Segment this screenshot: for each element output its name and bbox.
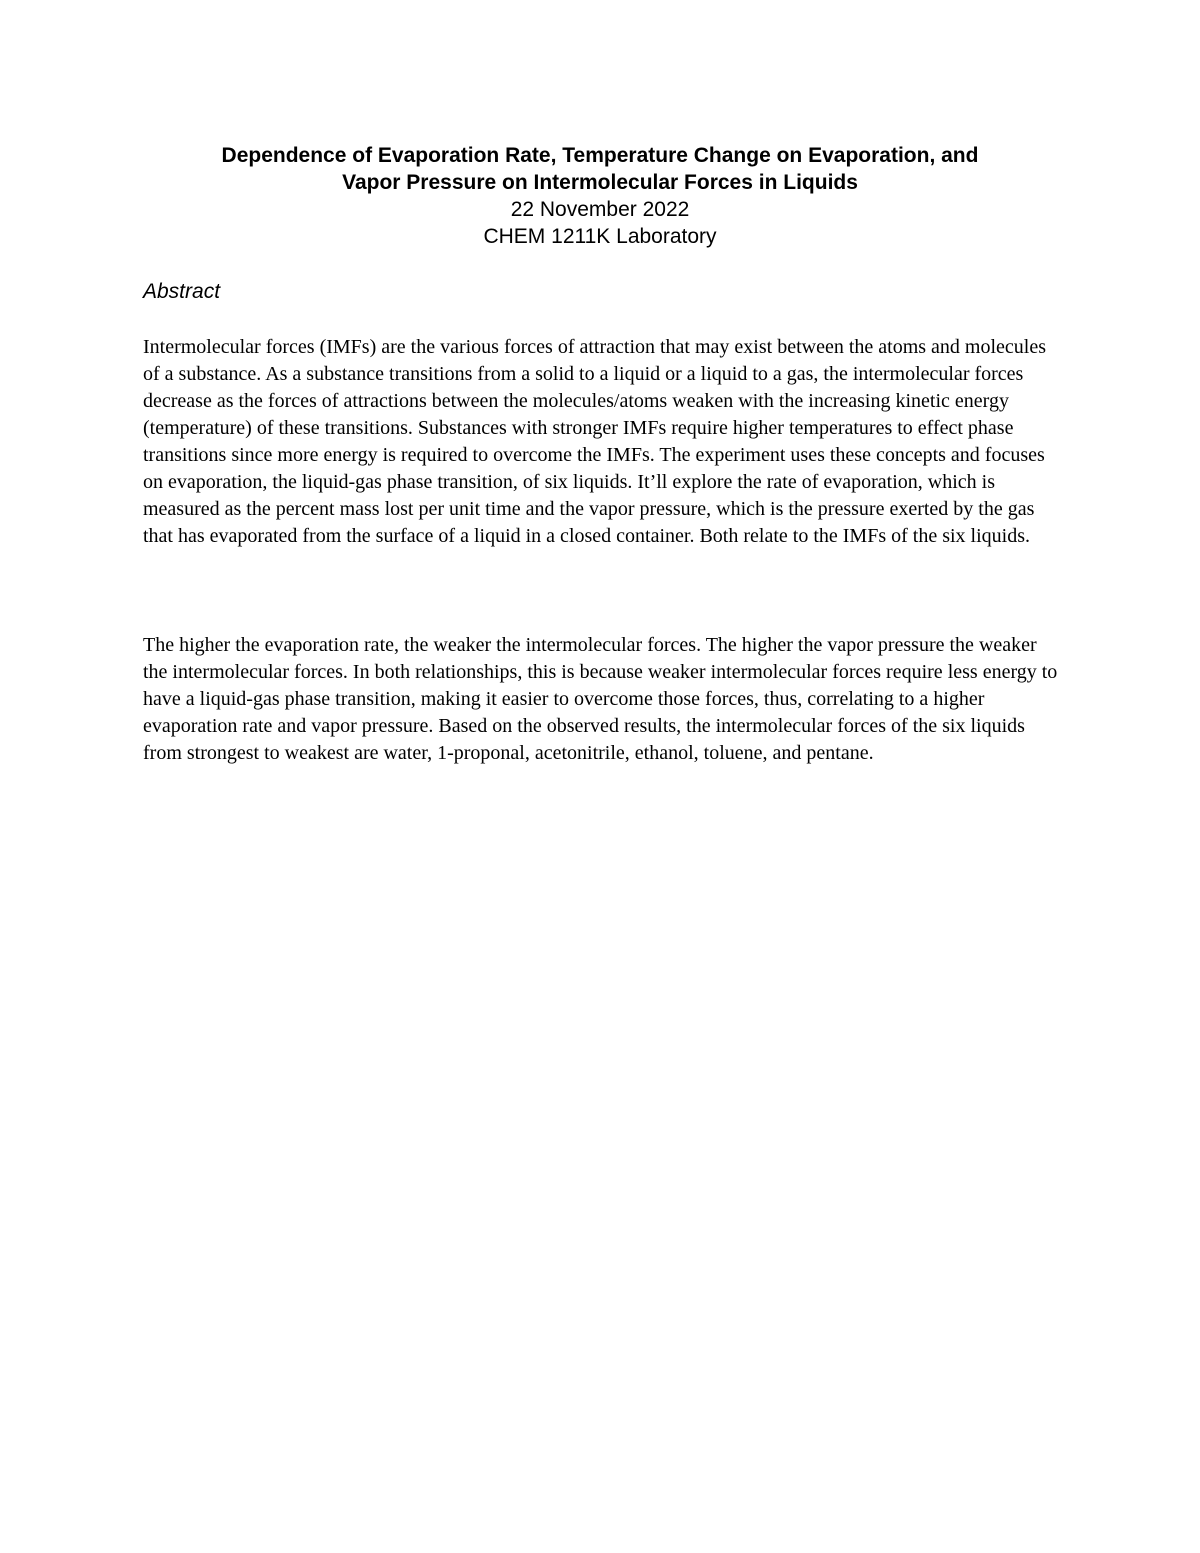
abstract-paragraph-1: Intermolecular forces (IMFs) are the various forces of attraction that may exist between the atoms and molecules of a substance. As a substance transitions from a solid to a liquid or a liquid to a gas, the intermolecular forces decrease as the forces of attractions between the molecules/atoms weaken with the increasing kinetic energy (temperature) of these transitions. Substances with stronger IMFs require higher temperatures to effect phase transitions since more energy is required to overcome the IMFs. The experiment uses these concepts and focuses on evaporation, the liquid-gas phase transition, of six liquids. It’ll explore the rate of evaporation, which is measured as the percent mass lost per unit time and the vapor pressure, which is the pressure exerted by the gas that has evaporated from the surface of a liquid in a closed container. Both relate to the IMFs of the six liquids. bbox=[143, 336, 1046, 547]
title-line-2: Vapor Pressure on Intermolecular Forces in Liquids bbox=[342, 171, 858, 194]
course-name: CHEM 1211K Laboratory bbox=[483, 225, 717, 248]
abstract-heading: Abstract bbox=[143, 280, 221, 303]
abstract-paragraph-2: The higher the evaporation rate, the weaker the intermolecular forces. The higher the vapor pressure the weaker the intermolecular forces. In both relationships, this is because weaker intermolecular forces require less energy to have a liquid-gas phase transition, making it easier to overcome those forces, thus, correlating to a higher evaporation rate and vapor pressure. Based on the observed results, the intermolecular forces of the six liquids from strongest to weakest are water, 1-proponal, acetonitrile, ethanol, toluene, and pentane. bbox=[143, 634, 1058, 764]
document-date: 22 November 2022 bbox=[510, 198, 690, 221]
title-line-1: Dependence of Evaporation Rate, Temperature Change on Evaporation, and bbox=[221, 144, 979, 167]
document-header bbox=[120, 142, 1080, 250]
